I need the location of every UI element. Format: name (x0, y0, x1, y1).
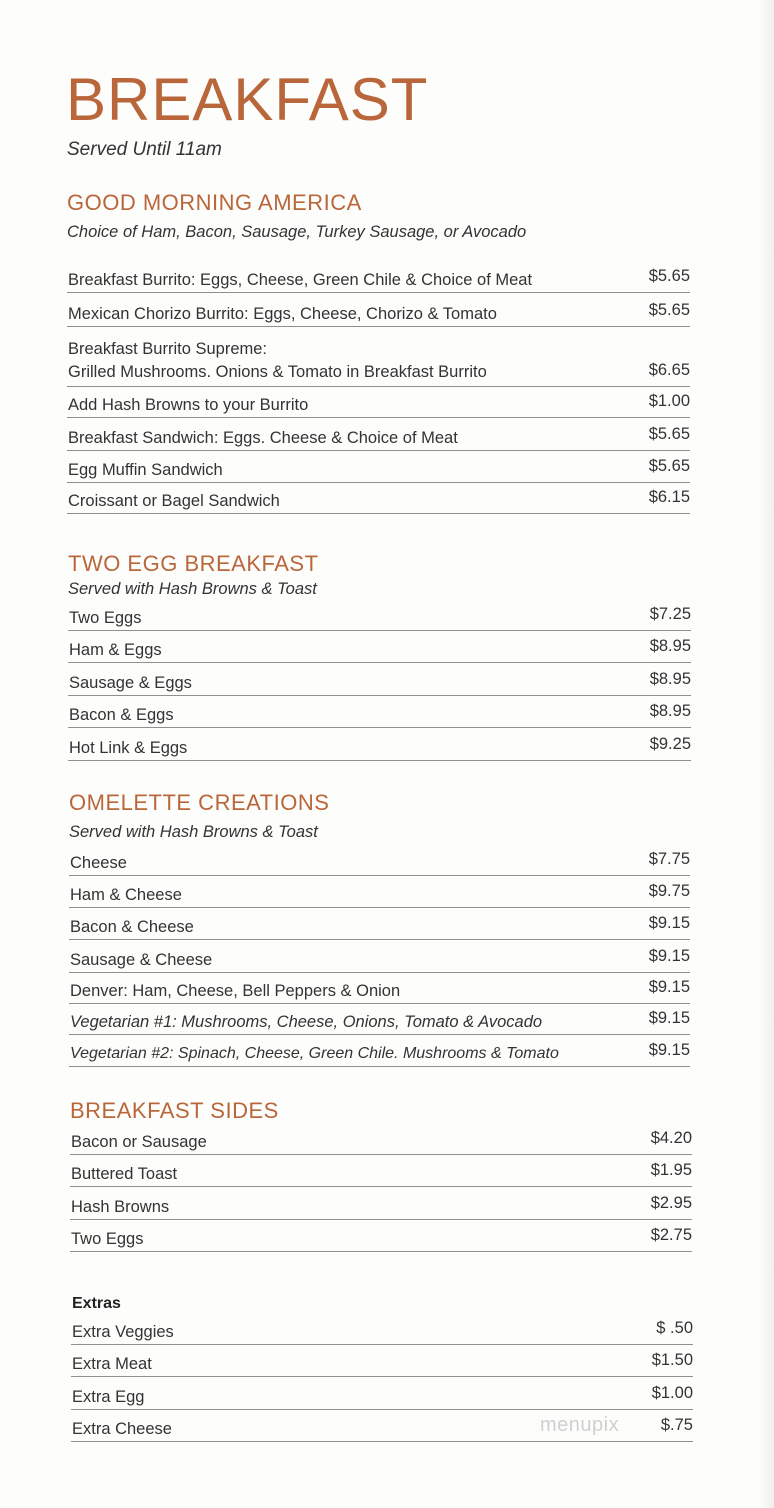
menu-item-row (68, 632, 691, 663)
item-name: Ham & Eggs (69, 641, 162, 659)
menu-item-row (68, 697, 691, 728)
menu-item-row (67, 262, 690, 293)
item-name: Hot Link & Eggs (69, 739, 188, 757)
item-price: $8.95 (649, 637, 691, 655)
section-title: BREAKFAST SIDES (70, 1098, 279, 1123)
item-name: Extra Meat (72, 1355, 152, 1373)
item-name: Vegetarian #1: Mushrooms, Cheese, Onions, Tomato & Avocado (70, 1013, 543, 1031)
menu-item-row (70, 1156, 692, 1187)
item-name: Denver: Ham, Cheese, Bell Peppers & Onion (70, 982, 401, 1000)
menu-item-row (68, 665, 691, 696)
item-price: $1.00 (648, 392, 690, 410)
menu-item-row (70, 1221, 692, 1252)
menu-item-row (70, 1124, 692, 1155)
item-price: $5.65 (648, 425, 690, 443)
item-name: Breakfast Burrito: Eggs, Cheese, Green Chile & Choice of Meat (68, 271, 533, 289)
menu-item-row (69, 845, 690, 876)
menu-item-row (69, 942, 690, 973)
menu-item-row (67, 336, 690, 387)
menupix-watermark: menupix (540, 1414, 620, 1436)
menu-item-row (67, 420, 690, 451)
section-title: Extras (72, 1295, 121, 1312)
item-price: $9.25 (649, 735, 691, 753)
item-price: $7.75 (648, 850, 690, 868)
menu-item-row (71, 1314, 693, 1345)
menu-item-row (69, 1004, 690, 1035)
item-price: $5.65 (648, 267, 690, 285)
item-price: $9.15 (648, 1009, 690, 1027)
item-price: $9.15 (648, 947, 690, 965)
item-price: $9.15 (648, 1041, 690, 1059)
item-name (68, 338, 487, 384)
section-subtitle: Choice of Ham, Bacon, Sausage, Turkey Sausage, or Avocado (67, 223, 527, 241)
item-price: $6.65 (648, 361, 690, 379)
item-price: $8.95 (649, 702, 691, 720)
page-edge-shadow (760, 0, 774, 1508)
item-name: Vegetarian #2: Spinach, Cheese, Green Chile. Mushrooms & Tomato (70, 1045, 559, 1062)
item-name: Two Eggs (71, 1230, 144, 1248)
item-price: $ .50 (656, 1319, 693, 1337)
item-name: Extra Egg (72, 1388, 145, 1406)
section-subtitle: Served with Hash Browns & Toast (69, 823, 318, 841)
menu-item-row (68, 600, 691, 631)
section-subtitle: Served with Hash Browns & Toast (68, 580, 317, 598)
menu-item-row (67, 483, 690, 514)
section-title: TWO EGG BREAKFAST (68, 551, 319, 576)
item-price: $9.75 (648, 882, 690, 900)
item-name: Hash Browns (71, 1198, 170, 1216)
item-name: Add Hash Browns to your Burrito (68, 396, 309, 414)
menu-item-row (69, 973, 690, 1004)
menu-item-row (69, 909, 690, 940)
menu-item-row (67, 452, 690, 483)
menu-item-row (70, 1189, 692, 1220)
item-price: $9.15 (648, 978, 690, 996)
item-price: $7.25 (649, 605, 691, 623)
item-name: Mexican Chorizo Burrito: Eggs, Cheese, Chorizo & Tomato (68, 305, 497, 323)
item-price: $5.65 (648, 457, 690, 475)
menu-item-row (71, 1379, 693, 1410)
item-name: Croissant or Bagel Sandwich (68, 492, 280, 510)
item-price: $6.15 (648, 488, 690, 506)
item-price: $8.95 (649, 670, 691, 688)
item-price: $1.00 (651, 1384, 693, 1402)
item-name: Cheese (70, 854, 127, 872)
item-price: $1.50 (651, 1351, 693, 1369)
menu-item-row (67, 296, 690, 327)
item-price: $.75 (660, 1416, 693, 1434)
page-title: BREAKFAST (66, 66, 429, 133)
item-name-line2: Grilled Mushrooms. Onions & Tomato in Breakfast Burrito (68, 363, 487, 381)
item-name: Bacon & Cheese (70, 918, 194, 936)
section-title: GOOD MORNING AMERICA (67, 190, 362, 215)
item-name: Sausage & Eggs (69, 674, 192, 692)
item-price: $2.95 (650, 1194, 692, 1212)
item-name: Ham & Cheese (70, 886, 182, 904)
item-name: Bacon & Eggs (69, 706, 174, 724)
item-name: Sausage & Cheese (70, 951, 213, 969)
item-name: Buttered Toast (71, 1165, 178, 1183)
item-price: $9.15 (648, 914, 690, 932)
item-name-line1: Breakfast Burrito Supreme: (68, 340, 267, 358)
item-price: $5.65 (648, 301, 690, 319)
served-until-note: Served Until 11am (67, 139, 222, 160)
section-title: OMELETTE CREATIONS (69, 790, 330, 815)
item-name: Egg Muffin Sandwich (68, 461, 223, 479)
item-name: Breakfast Sandwich: Eggs. Cheese & Choice of Meat (68, 429, 458, 447)
item-price: $4.20 (650, 1129, 692, 1147)
menu-item-row (71, 1346, 693, 1377)
item-price: $2.75 (650, 1226, 692, 1244)
item-name: Two Eggs (69, 609, 142, 627)
item-name: Extra Veggies (72, 1323, 174, 1341)
menu-item-row (69, 1036, 690, 1067)
item-name: Extra Cheese (72, 1420, 172, 1438)
menu-item-row (67, 387, 690, 418)
item-name: Bacon or Sausage (71, 1133, 207, 1151)
menu-item-row (68, 730, 691, 761)
item-price: $1.95 (650, 1161, 692, 1179)
menu-item-row (69, 877, 690, 908)
